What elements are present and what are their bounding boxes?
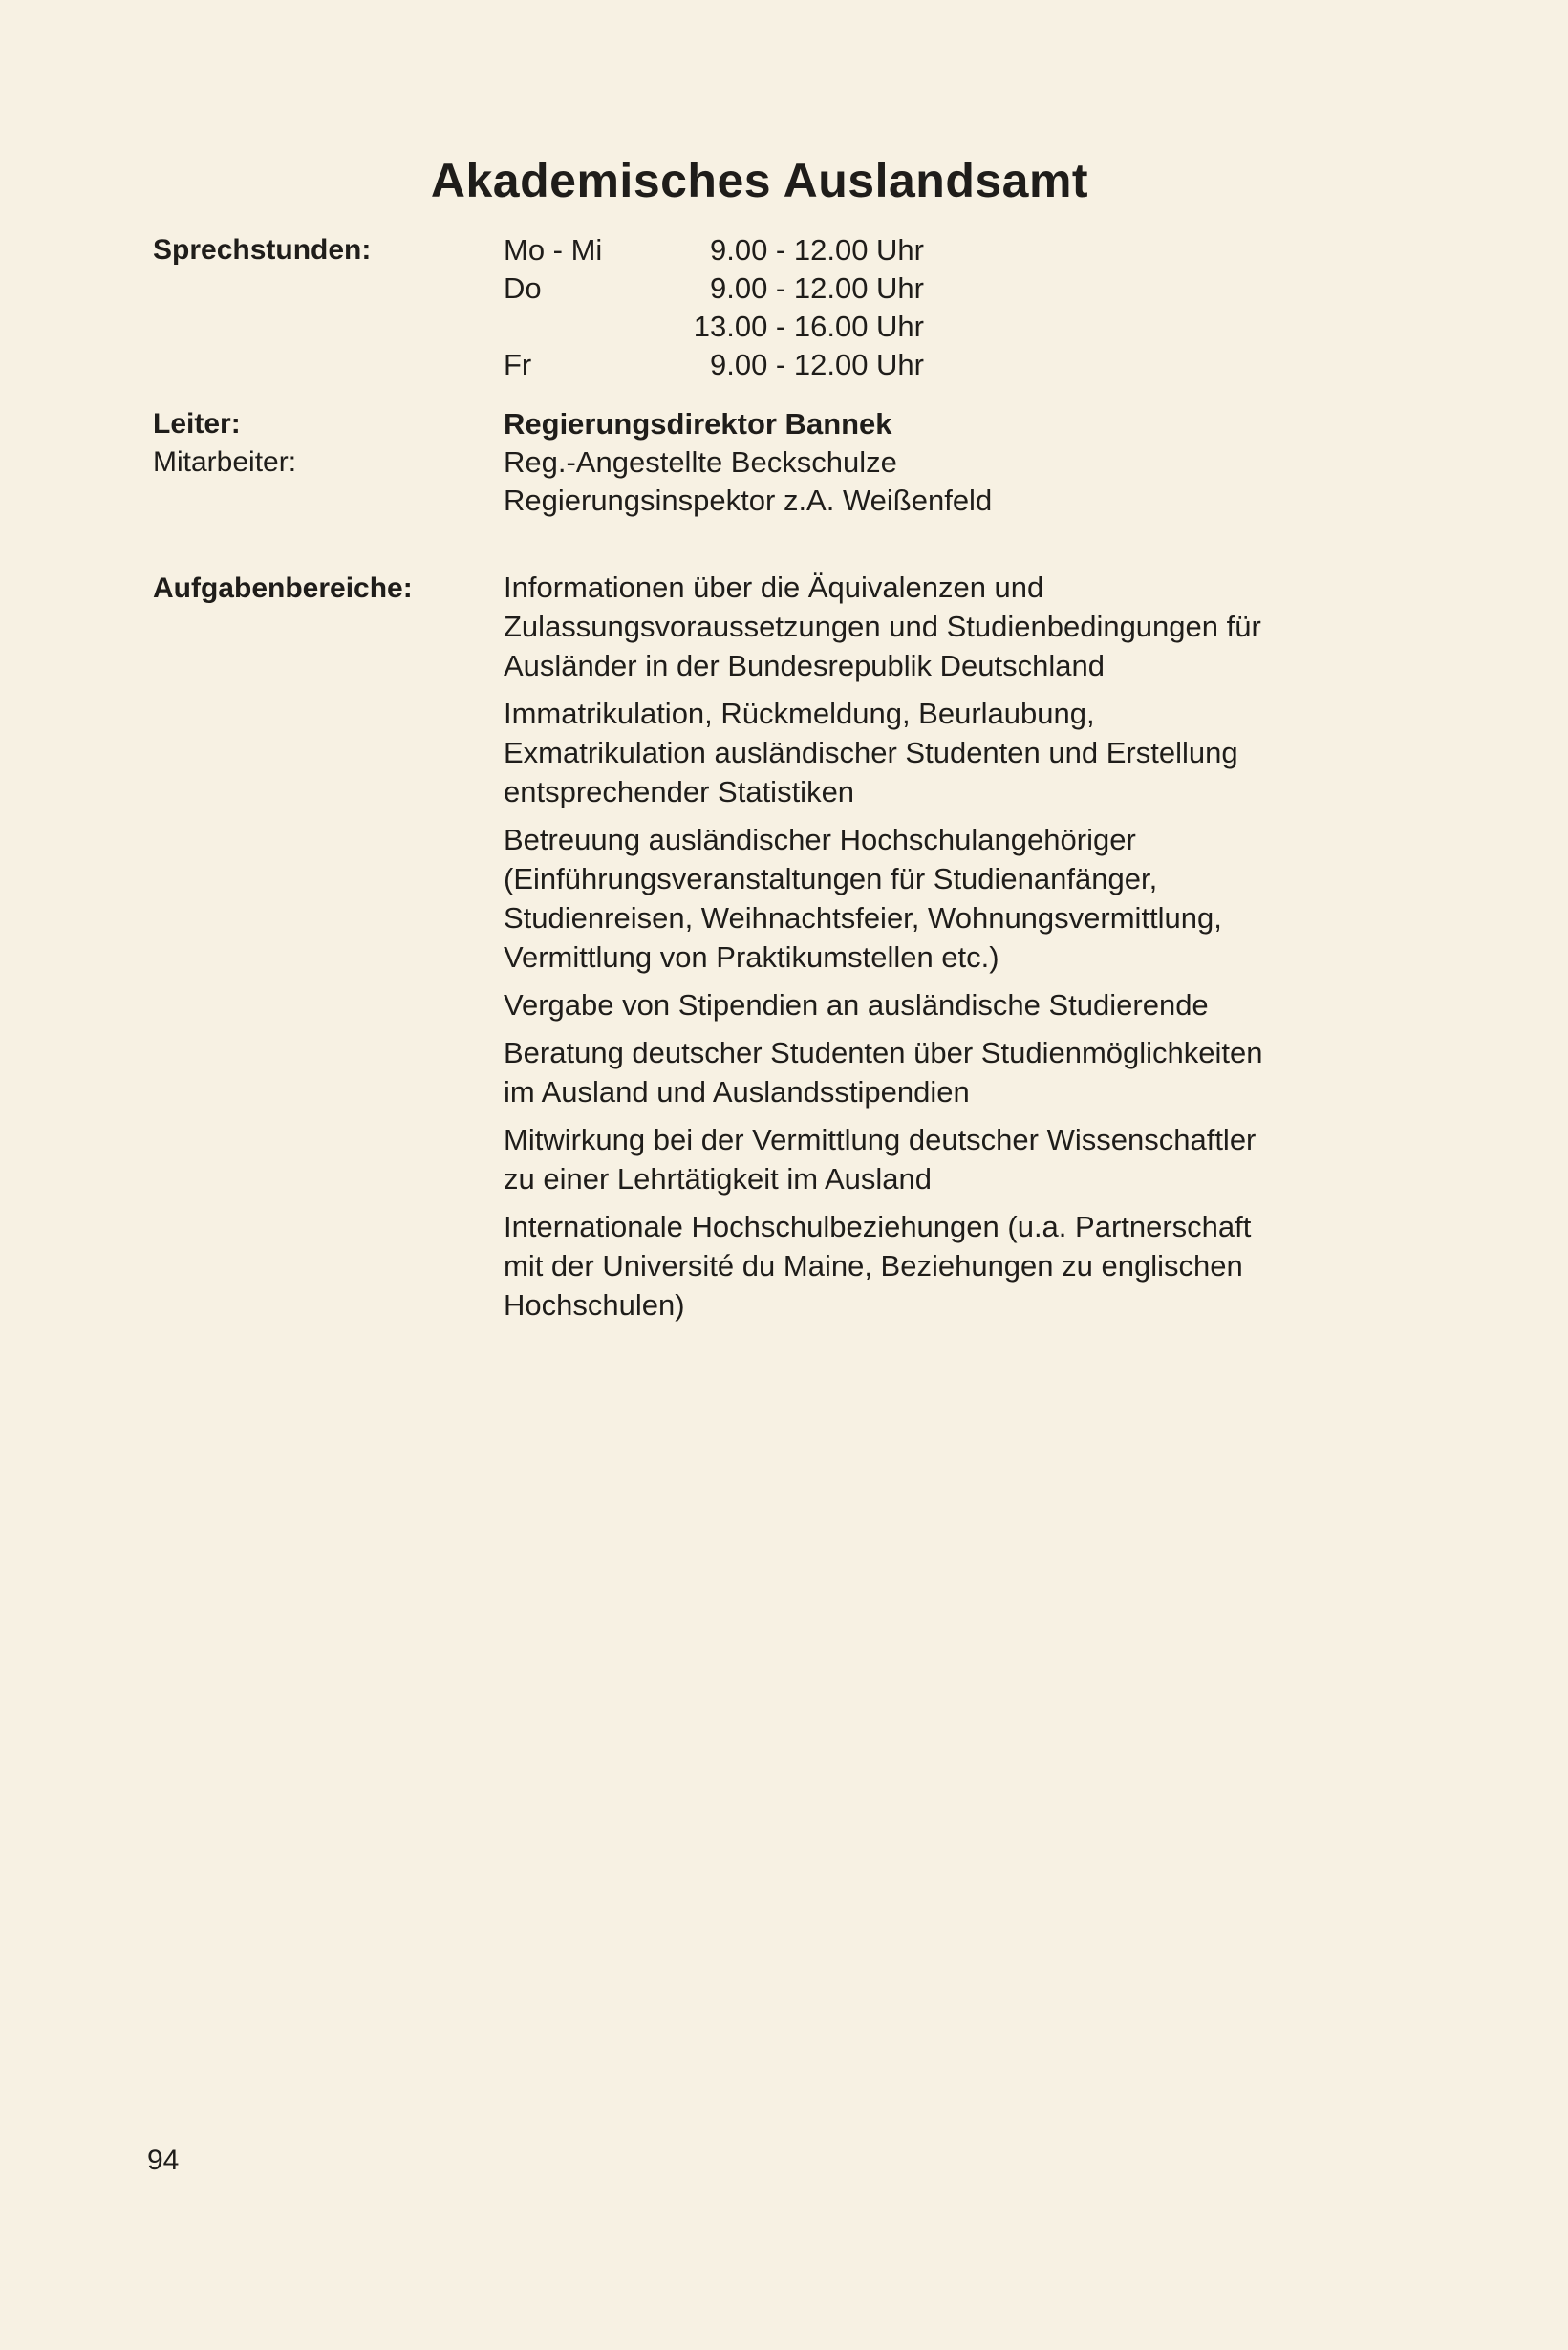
- task-item: Beratung deutscher Studenten über Studienmöglichkeiten im Ausland und Auslandsstipendien: [504, 1036, 1263, 1109]
- task-list: [504, 568, 1364, 1333]
- hours-time: 9.00 - 12.00 Uhr: [709, 233, 924, 267]
- page-title: Akademisches Auslandsamt: [430, 154, 1089, 207]
- task-item: Betreuung ausländischer Hochschulangehöriger (Einführungsveranstaltungen für Studienanfänger, Studienreisen, Weihnachtsfeier, Wohnungsvermittlung, Vermittlung von Praktikumstellen etc.): [504, 823, 1222, 974]
- hours-time: 9.00 - 12.00 Uhr: [709, 271, 924, 305]
- page-number: 94: [147, 2145, 180, 2176]
- hours-row: [504, 269, 924, 308]
- hours-day: Fr: [504, 348, 532, 381]
- task-item: Immatrikulation, Rückmeldung, Beurlaubung, Exmatrikulation ausländischer Studenten und Erstellung entsprechender Statistiken: [504, 697, 1238, 808]
- hours-row: [504, 308, 924, 346]
- aufgaben-label: Aufgabenbereiche:: [153, 572, 413, 604]
- task-item: Informationen über die Äquivalenzen und Zulassungsvoraussetzungen und Studienbedingungen für Ausländer in der Bundesrepublik Deutschland: [504, 571, 1261, 682]
- hours-day: Mo - Mi: [504, 233, 603, 267]
- hours-row: [504, 231, 924, 269]
- leiter-label: Leiter:: [153, 408, 241, 440]
- task-item: Internationale Hochschulbeziehungen (u.a. Partnerschaft mit der Université du Maine, Beziehungen zu englischen Hochschulen): [504, 1210, 1252, 1322]
- mitarbeiter-name: Reg.-Angestellte Beckschulze: [504, 445, 897, 479]
- leiter-name: Regierungsdirektor Bannek: [504, 407, 892, 441]
- hours-day: Do: [504, 271, 542, 305]
- office-hours-table: [504, 231, 924, 384]
- mitarbeiter-name: Regierungsinspektor z.A. Weißenfeld: [504, 484, 993, 517]
- hours-row: [504, 346, 924, 384]
- mitarbeiter-label: Mitarbeiter:: [153, 446, 297, 478]
- task-item: Mitwirkung bei der Vermittlung deutscher Wissenschaftler zu einer Lehrtätigkeit im Ausland: [504, 1123, 1257, 1196]
- sprechstunden-label: Sprechstunden:: [153, 234, 372, 266]
- hours-time: 9.00 - 12.00 Uhr: [709, 348, 924, 381]
- task-item: Vergabe von Stipendien an ausländische Studierende: [504, 988, 1209, 1022]
- hours-day: [504, 308, 637, 346]
- hours-time: 13.00 - 16.00 Uhr: [693, 310, 924, 343]
